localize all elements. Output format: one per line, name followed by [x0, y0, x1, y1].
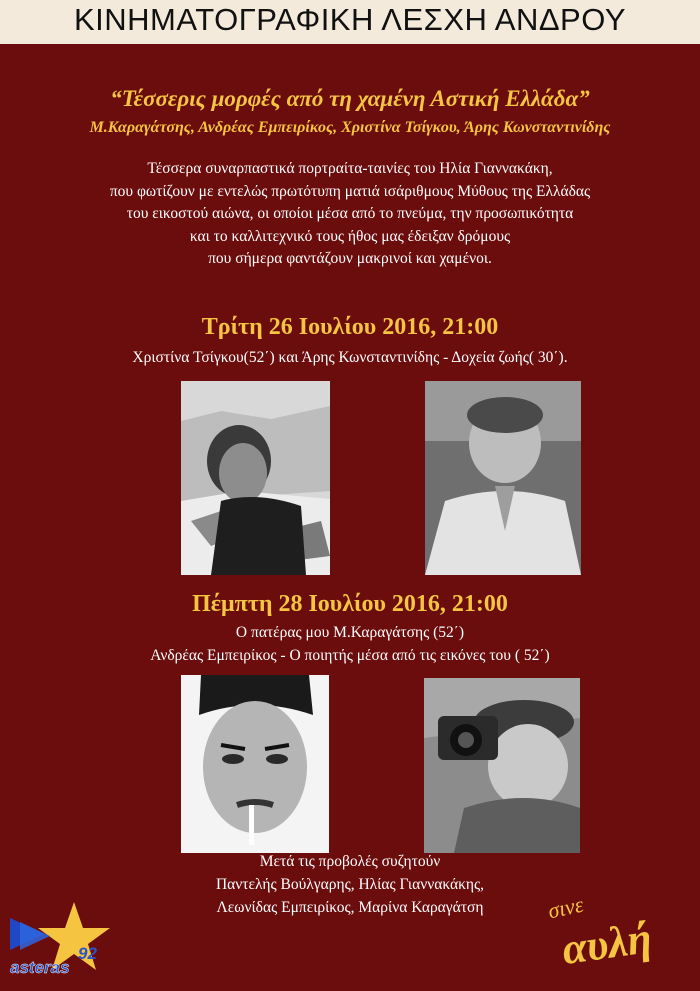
- series-names: Μ.Καραγάτσης, Ανδρέας Εμπειρίκος, Χριστίνα Τσίγκου, Άρης Κωνσταντινίδης: [89, 119, 611, 136]
- portrait-photo-empeirikos: [424, 678, 580, 853]
- discussion-line: Λεωνίδας Εμπειρίκος, Μαρίνα Καραγάτση: [216, 899, 484, 916]
- series-title: “Τέσσερις μορφές από τη χαμένη Αστική Ελλάδα”: [110, 86, 590, 111]
- screening2-film-1: Ο πατέρας μου Μ.Καραγάτσης (52΄): [235, 624, 465, 641]
- screening1-films: Χριστίνα Τσίγκου(52΄) και Άρης Κωνσταντινίδης - Δοχεία ζωής( 30΄).: [132, 349, 568, 366]
- portrait-photo-tsigkou: [181, 381, 330, 575]
- screening2-date: Πέμπτη 28 Ιουλίου 2016, 21:00: [192, 591, 508, 617]
- intro-line: και το καλλιτεχνικό τους ήθος μας έδειξαν δρόμους: [189, 227, 511, 245]
- discussion-line: Μετά τις προβολές συζητούν: [259, 853, 441, 870]
- portrait-photo-karagatsis: [181, 675, 329, 853]
- cine-avli-logo-top: σινε: [545, 891, 586, 924]
- screening2-film-2: Ανδρέας Εμπειρίκος - Ο ποιητής μέσα από τις εικόνες του ( 52΄): [150, 647, 550, 664]
- asteras-logo-text: asteras: [10, 958, 70, 977]
- cine-avli-logo-main: αυλή: [559, 913, 655, 974]
- discussion-line: Παντελής Βούλγαρης, Ηλίας Γιαννακάκης,: [215, 876, 485, 893]
- portrait-photo-konstantinidis: [425, 381, 581, 575]
- intro-line: που σήμερα φαντάζουν μακρινοί και χαμένοι.: [208, 250, 492, 267]
- intro-line: του εικοστού αιώνα, οι οποίοι μέσα από το πνεύμα, την προσωπικότητα: [126, 205, 574, 222]
- intro-line: που φωτίζουν με εντελώς πρωτότυπη ματιά ισάριθμους Μύθους της Ελλάδας: [109, 182, 591, 200]
- intro-paragraph: [0, 158, 700, 271]
- asteras-logo-frequency: 92: [78, 944, 97, 963]
- intro-line: Τέσσερα συναρπαστικά πορτραίτα-ταινίες του Ηλία Γιαννακάκη,: [147, 160, 553, 177]
- club-title: ΚΙΝΗΜΑΤΟΓΡΑΦΙΚΗ ΛΕΣΧΗ ΑΝΔΡΟΥ: [73, 2, 627, 37]
- screening1-date: Τρίτη 26 Ιουλίου 2016, 21:00: [201, 314, 499, 340]
